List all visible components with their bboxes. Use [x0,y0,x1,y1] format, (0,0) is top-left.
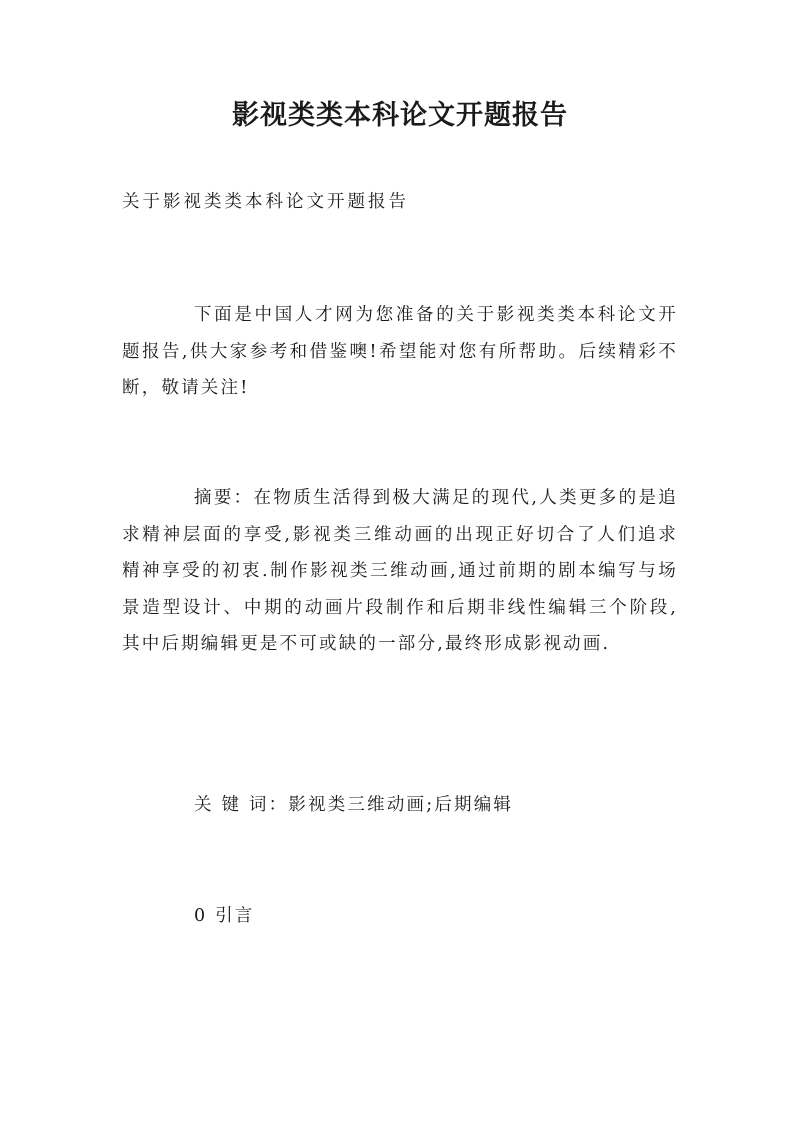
keywords-line: 关 键 词：影视类三维动画;后期编辑 [194,795,514,815]
section-heading: 0 引言 [194,906,255,926]
intro-paragraph: 下面是中国人才网为您准备的关于影视类类本科论文开题报告,供大家参考和借鉴噢!希望能对您有所帮助。后续精彩不断，敬请关注! [122,305,678,398]
document-title: 影视类类本科论文开题报告 [232,100,568,131]
document-subtitle: 关于影视类类本科论文开题报告 [122,192,409,212]
abstract-paragraph: 摘要：在物质生活得到极大满足的现代,人类更多的是追求精神层面的享受,影视类三维动画的出现正好切合了人们追求精神享受的初衷.制作影视类三维动画,通过前期的剧本编写与场景造型设计、中期的动画片段制作和后期非线性编辑三个阶段,其中后期编辑更是不可或缺的一部分,最终形成影视动画. [122,488,678,654]
